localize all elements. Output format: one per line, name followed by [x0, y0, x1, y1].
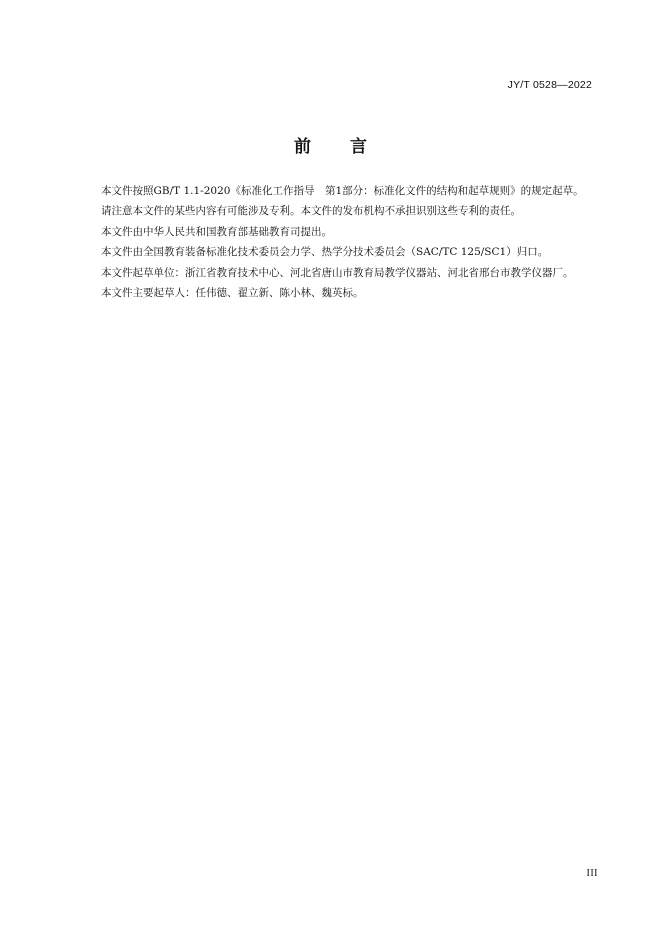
page-title — [0, 132, 662, 157]
paragraph-drafting-units: 本文件起草单位：浙江省教育技术中心、河北省唐山市教育局教学仪器站、河北省邢台市教学仪器厂。 — [101, 266, 574, 279]
title-char-2: 言 — [350, 137, 368, 157]
paragraph-proposer: 本文件由中华人民共和国教育部基础教育司提出。 — [101, 225, 332, 238]
paragraph-drafting-rules: 本文件按照GB/T 1.1-2020《标准化工作指导 第1部分：标准化文件的结构和起草规则》的规定起草。 — [101, 185, 584, 197]
standard-code: JY/T 0528—2022 — [507, 79, 592, 91]
paragraph-centralized-by: 本文件由全国教育装备标准化技术委员会力学、热学分技术委员会（SAC/TC 125/SC1）归口。 — [101, 246, 549, 259]
title-char-1: 前 — [294, 137, 312, 157]
page-number: III — [586, 868, 598, 879]
foreword-body — [80, 183, 600, 305]
paragraph-patent-notice: 请注意本文件的某些内容有可能涉及专利。本文件的发布机构不承担识别这些专利的责任。 — [101, 205, 521, 218]
paragraph-drafters: 本文件主要起草人：任伟德、翟立新、陈小林、魏英标。 — [101, 287, 364, 300]
